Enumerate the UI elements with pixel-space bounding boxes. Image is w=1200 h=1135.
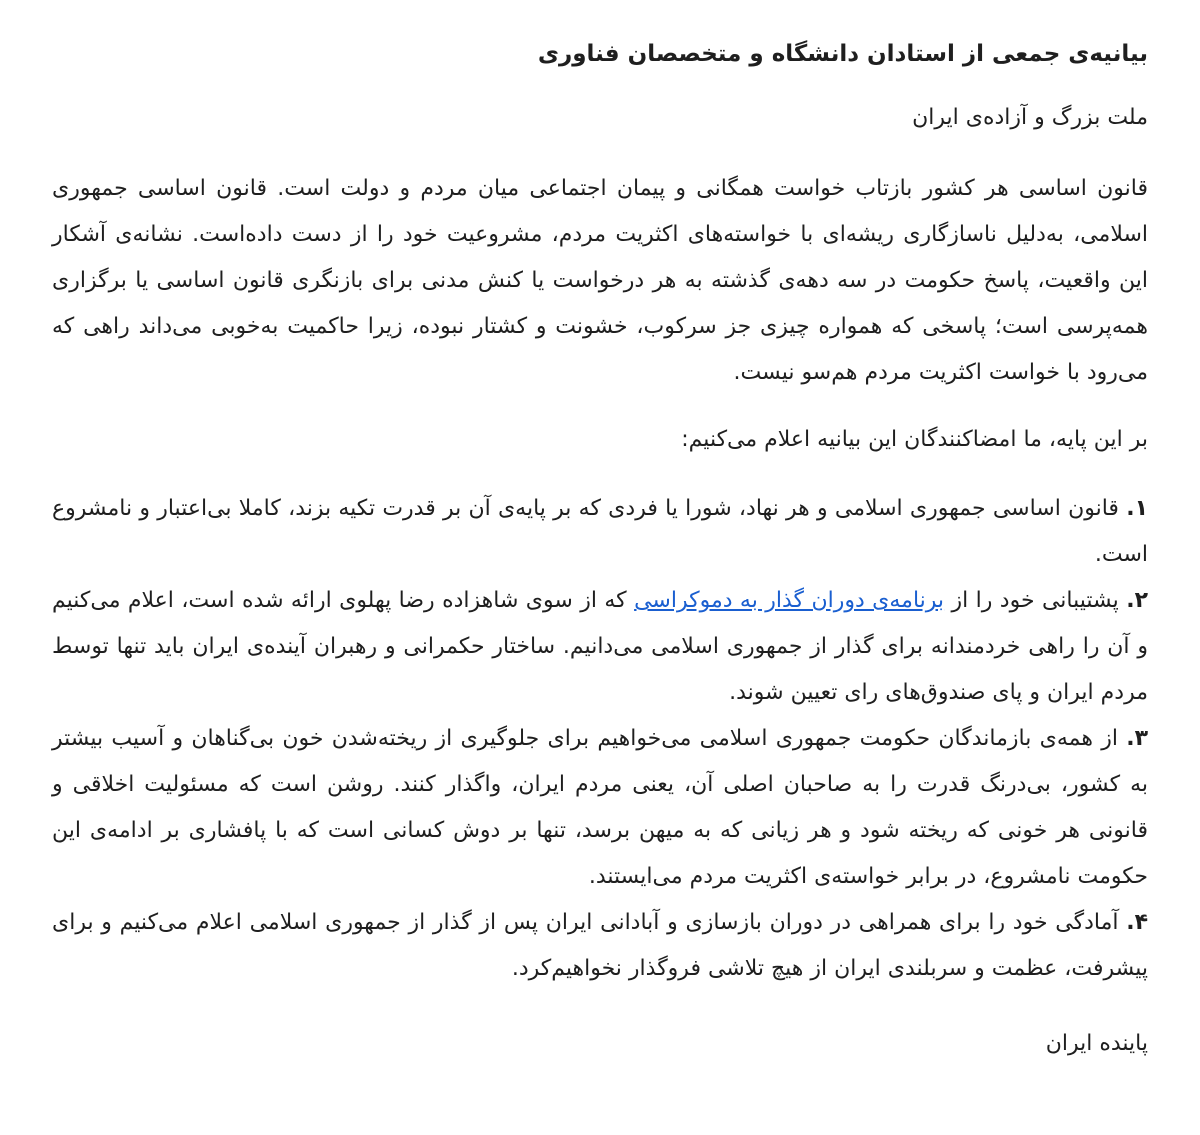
declaration-item-4 xyxy=(52,900,1148,992)
declaration-item-2 xyxy=(52,578,1148,716)
item-number: ۳. xyxy=(1126,726,1148,751)
declaration-item-3 xyxy=(52,716,1148,900)
salutation: ملت بزرگ و آزاده‌ی ایران xyxy=(912,105,1148,130)
transition-program-link[interactable]: برنامه‌ی دوران گذار به دموکراسی xyxy=(634,588,945,613)
item-text: قانون اساسی جمهوری اسلامی و هر نهاد، شورا یا فردی که بر پایه‌ی آن بر قدرت تکیه بزند، کاملا بی‌اعتبار و نامشروع است. xyxy=(52,496,1148,567)
item-number: ۱. xyxy=(1126,496,1148,521)
statement-title: بیانیه‌ی جمعی از استادان دانشگاه و متخصصان فناوری xyxy=(537,41,1148,67)
declaration-item-1 xyxy=(52,486,1148,578)
item-text: از همه‌ی بازماندگان حکومت جمهوری اسلامی می‌خواهیم برای جلوگیری از ریخته‌شدن خون بی‌گناهان و آسیب بیشتر به کشور، بی‌درنگ قدرت را به صاحبان اصلی آن، یعنی مردم ایران، واگذار کنند. روشن است که مسئولیت اخلاقی و قانونی هر خونی که ریخته شود و هر زیانی که به میهن برسد، تنها بر دوش کسانی است که با پافشاری بر ادامه‌ی این حکومت نامشروع، در برابر خواسته‌ی اکثریت مردم می‌ایستند. xyxy=(52,726,1148,889)
item-text-after-link: که از سوی شاهزاده رضا پهلوی ارائه شده است، اعلام می‌کنیم و آن را راهی خردمندانه برای گذار از جمهوری اسلامی می‌دانیم. ساختار حکمرانی و رهبران آینده‌ی ایران باید تنها توسط مردم ایران و پای صندوق‌های رای تعیین شوند. xyxy=(52,588,1148,705)
declaration-list xyxy=(52,486,1148,992)
declaration-intro: بر این پایه، ما امضاکنندگان این بیانیه اعلام می‌کنیم: xyxy=(681,427,1148,452)
item-number: ۴. xyxy=(1126,910,1148,935)
opening-paragraph: قانون اساسی هر کشور بازتاب خواست همگانی و پیمان اجتماعی میان مردم و دولت است. قانون اساسی جمهوری اسلامی، به‌دلیل ناسازگاری ریشه‌ای با خواسته‌های اکثریت مردم، مشروعیت خود را از دست داده‌است. نشانه‌ی آشکار این واقعیت، پاسخ حکومت در سه دهه‌ی گذشته به هر درخواست یا کنش مدنی برای بازنگری قانون اساسی یا برگزاری همه‌پرسی است؛ پاسخی که همواره چیزی جز سرکوب، خشونت و کشتار نبوده، زیرا حاکمیت به‌خوبی می‌داند راهی که می‌رود با خواست اکثریت مردم هم‌سو نیست. xyxy=(52,176,1148,385)
item-number: ۲. xyxy=(1126,588,1149,613)
closing-line: پاینده ایران xyxy=(1045,1031,1148,1056)
item-text-before-link: پشتیبانی خود را از xyxy=(951,588,1119,613)
item-text: آمادگی خود را برای همراهی در دوران بازسازی و آبادانی ایران پس از گذار از جمهوری اسلامی اعلام می‌کنیم و برای پیشرفت، عظمت و سربلندی ایران از هیچ تلاشی فروگذار نخواهیم‌کرد. xyxy=(52,910,1148,981)
